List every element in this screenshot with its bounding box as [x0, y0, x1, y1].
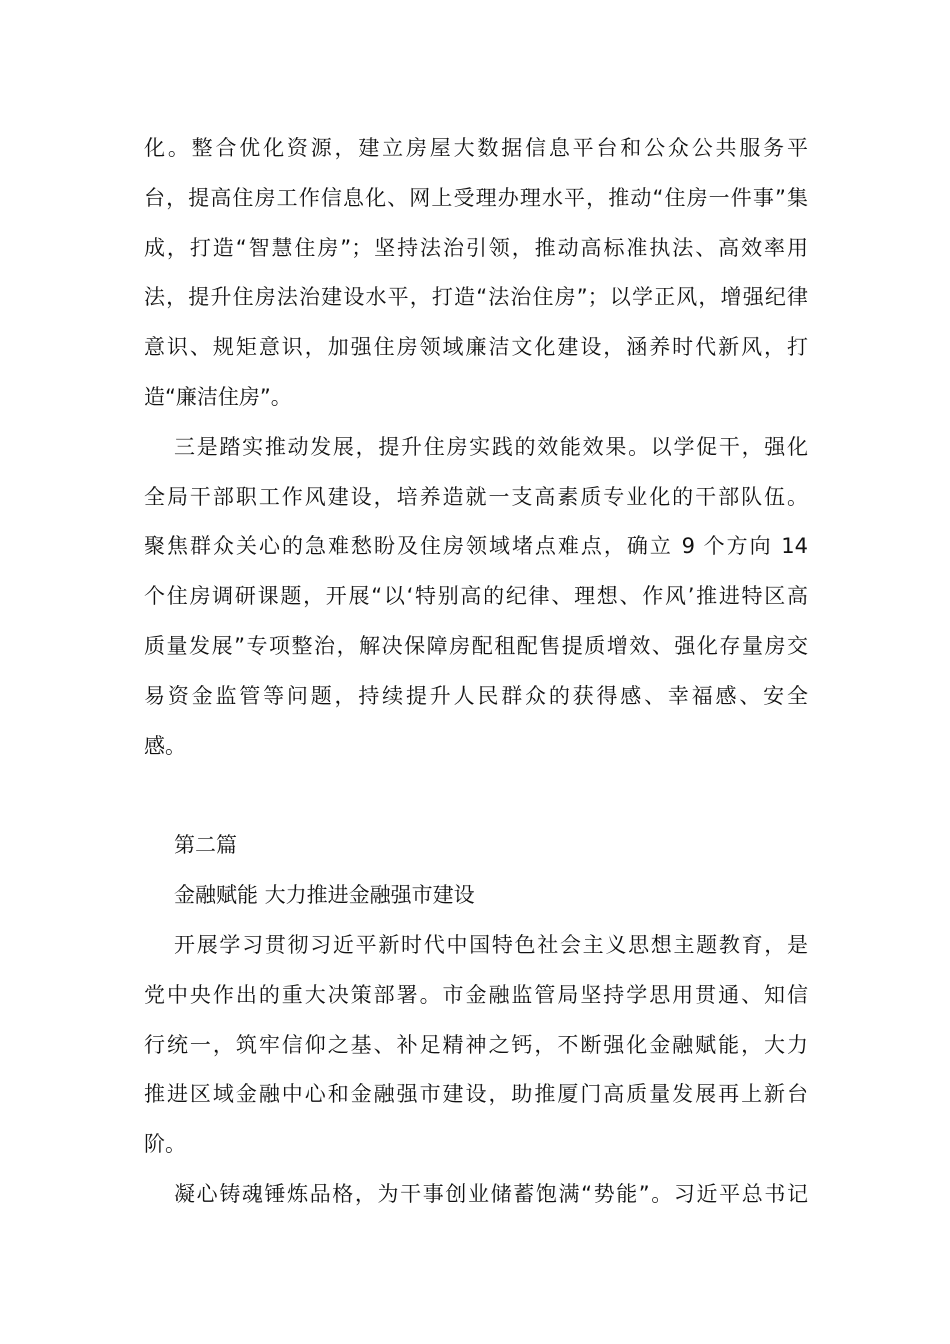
paragraph-3-line-3: 行统一，筑牢信仰之基、补足精神之钙，不断强化金融赋能，大力 [144, 1032, 808, 1057]
paragraph-1-line-2: 台，提高住房工作信息化、网上受理办理水平，推动“住房一件事”集 [144, 185, 808, 210]
paragraph-1-line-6: 造“廉洁住房”。 [144, 384, 292, 409]
paragraph-3-line-5: 阶。 [144, 1132, 186, 1157]
paragraph-2-line-2: 全局干部职工作风建设，培养造就一支高素质专业化的干部队伍。 [144, 484, 808, 509]
paragraph-2-line-3: 聚焦群众关心的急难愁盼及住房领域堵点难点，确立 9 个方向 14 [144, 534, 808, 559]
section-label: 第二篇 [174, 833, 237, 858]
paragraph-1-line-1: 化。整合优化资源，建立房屋大数据信息平台和公众公共服务平 [144, 136, 808, 160]
document-page [144, 124, 808, 1220]
paragraph-2-line-4: 个住房调研课题，开展“以‘特别高的纪律、理想、作风’推进特区高 [144, 584, 808, 609]
paragraph-1-line-3: 成，打造“智慧住房”；坚持法治引领，推动高标准执法、高效率用 [144, 235, 808, 260]
paragraph-3-line-1: 开展学习贯彻习近平新时代中国特色社会主义思想主题教育，是 [174, 932, 808, 957]
paragraph-2-line-5: 质量发展”专项整治，解决保障房配租配售提质增效、强化存量房交 [144, 633, 808, 658]
paragraph-3-line-4: 推进区域金融中心和金融强市建设，助推厦门高质量发展再上新台 [144, 1082, 808, 1107]
paragraph-3-line-2: 党中央作出的重大决策部署。市金融监管局坚持学思用贯通、知信 [144, 982, 808, 1007]
paragraph-4-line-1: 凝心铸魂锤炼品格，为干事创业储蓄饱满“势能”。习近平总书记 [174, 1181, 808, 1206]
paragraph-1-line-4: 法，提升住房法治建设水平，打造“法治住房”；以学正风，增强纪律 [144, 285, 808, 310]
section-spacer [144, 771, 808, 821]
section-title: 金融赋能 大力推进金融强市建设 [174, 883, 475, 908]
paragraph-2-line-1: 三是踏实推动发展，提升住房实践的效能效果。以学促干，强化 [174, 434, 808, 459]
paragraph-2-line-7: 感。 [144, 733, 186, 758]
paragraph-1-line-5: 意识、规矩意识，加强住房领域廉洁文化建设，涵养时代新风，打 [144, 335, 808, 360]
paragraph-2-line-6: 易资金监管等问题，持续提升人民群众的获得感、幸福感、安全 [144, 683, 808, 708]
